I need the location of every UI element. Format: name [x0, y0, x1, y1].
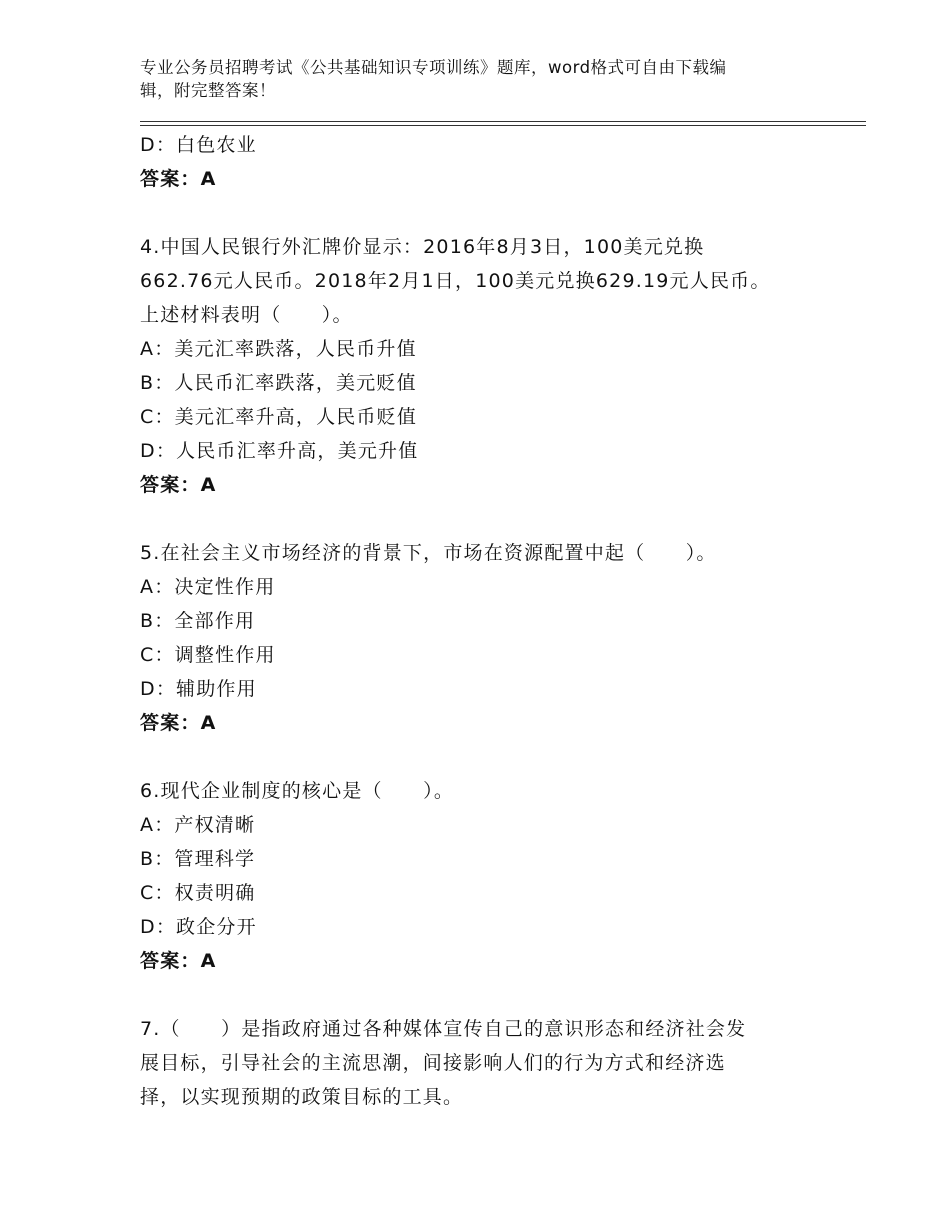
question-block-6: [140, 774, 820, 978]
spacer: [140, 502, 820, 536]
question-4-line-2: 662.76元人民币。2018年2月1日，100美元兑换629.19元人民币。: [140, 270, 771, 292]
spacer: [140, 196, 820, 230]
question-6-option-c: C：权责明确: [140, 882, 256, 904]
question-5-answer: 答案：A: [140, 712, 217, 734]
header-rule-bottom: [140, 125, 866, 126]
question-4-option-a: A：美元汇率跌落，人民币升值: [140, 338, 417, 360]
header-line-2: 辑，附完整答案！: [140, 81, 276, 100]
question-5-option-a: A：决定性作用: [140, 576, 276, 598]
question-7-line-3: 择，以实现预期的政策目标的工具。: [140, 1086, 464, 1108]
question-6-option-b: B：管理科学: [140, 848, 256, 870]
carry-option-d: D：白色农业: [140, 134, 257, 156]
header-rule-top: [140, 121, 866, 122]
question-5-option-b: B：全部作用: [140, 610, 256, 632]
question-5-option-d: D：辅助作用: [140, 678, 257, 700]
question-4-answer: 答案：A: [140, 474, 217, 496]
spacer: [140, 740, 820, 774]
spacer: [140, 978, 820, 1012]
question-block-5: [140, 536, 820, 740]
question-5-line-1: 5.在社会主义市场经济的背景下，市场在资源配置中起（ ）。: [140, 542, 717, 564]
document-header: [140, 56, 820, 102]
header-line-1: 专业公务员招聘考试《公共基础知识专项训练》题库，word格式可自由下载编: [140, 58, 727, 77]
carry-answer: 答案：A: [140, 168, 217, 190]
question-6-option-a: A：产权清晰: [140, 814, 256, 836]
question-4-option-c: C：美元汇率升高，人民币贬值: [140, 406, 418, 428]
question-4-line-3: 上述材料表明（ ）。: [140, 304, 353, 326]
question-block-7: [140, 1012, 820, 1114]
question-4-option-b: B：人民币汇率跌落，美元贬值: [140, 372, 417, 394]
document-body: [140, 128, 820, 1114]
question-6-answer: 答案：A: [140, 950, 217, 972]
question-block-4: [140, 230, 820, 502]
question-5-option-c: C：调整性作用: [140, 644, 276, 666]
question-4-line-1: 4.中国人民银行外汇牌价显示：2016年8月3日，100美元兑换: [140, 236, 705, 258]
question-6-line-1: 6.现代企业制度的核心是（ ）。: [140, 780, 455, 802]
question-7-line-2: 展目标，引导社会的主流思潮，间接影响人们的行为方式和经济选: [140, 1052, 726, 1074]
question-6-option-d: D：政企分开: [140, 916, 257, 938]
question-7-line-1: 7.（ ）是指政府通过各种媒体宣传自己的意识形态和经济社会发: [140, 1018, 747, 1040]
question-4-option-d: D：人民币汇率升高，美元升值: [140, 440, 419, 462]
